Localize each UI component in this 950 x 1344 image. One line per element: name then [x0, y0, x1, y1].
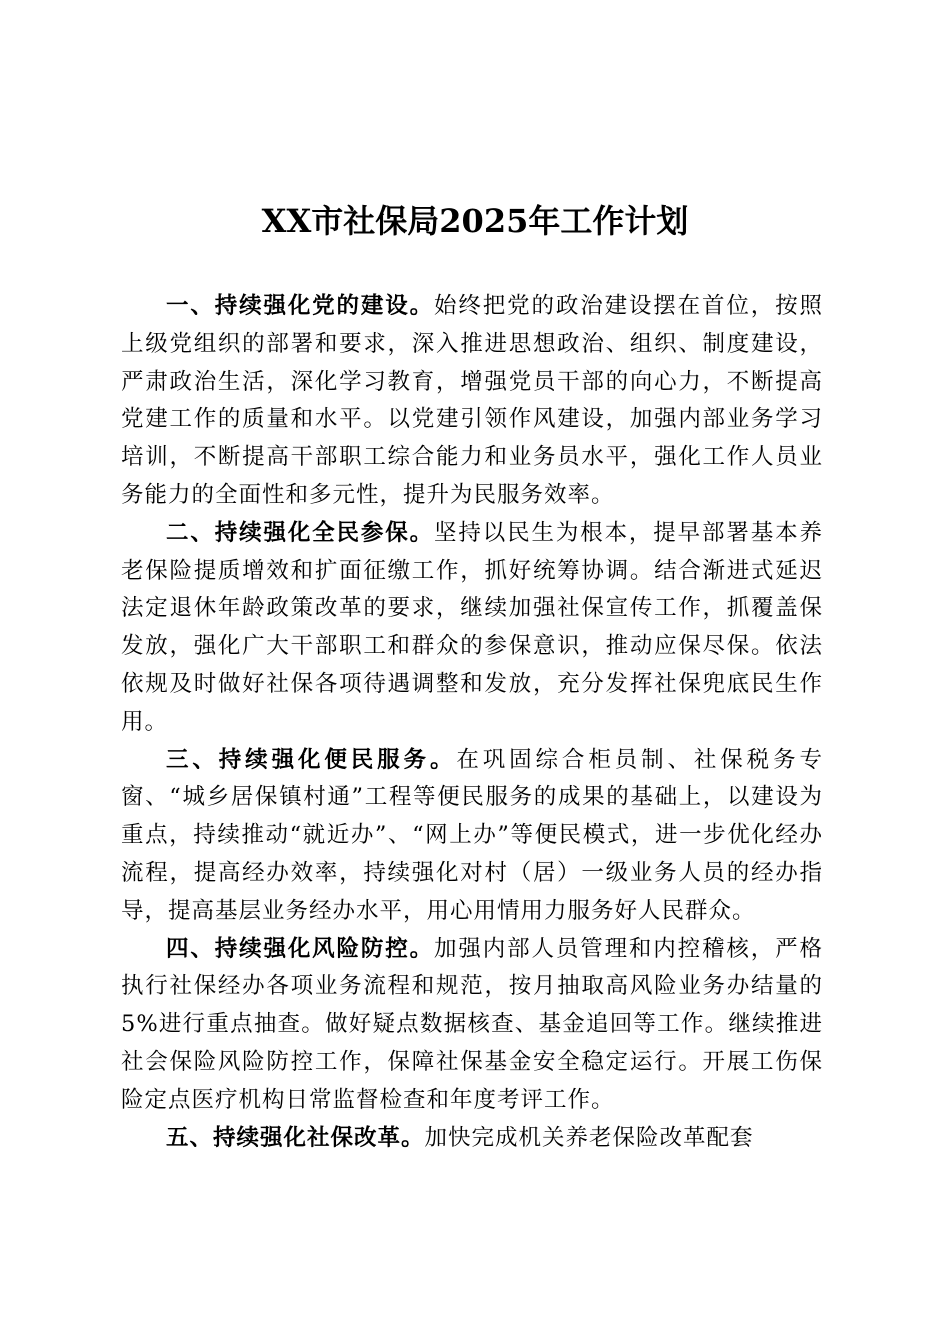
paragraph-text: 始终把党的政治建设摆在首位，按照上级党组织的部署和要求，深入推进思想政治、组织、制度建设，严肃政治生活，深化学习教育，增强党员干部的向心力，不断提高党建工作的质量和水平。以党建引领作风建设，加强内部业务学习培训，不断提高干部职工综合能力和业务员水平，强化工作人员业务能力的全面性和多元性，提升为民服务效率。 [121, 293, 823, 508]
paragraph-heading: 五、持续强化社保改革。 [166, 1124, 425, 1151]
document-body [121, 288, 823, 1157]
paragraph-social-security-reform [121, 1120, 823, 1158]
paragraph-text: 加快完成机关养老保险改革配套 [424, 1124, 754, 1151]
paragraph-heading: 二、持续强化全民参保。 [166, 519, 435, 546]
paragraph-text: 加强内部人员管理和内控稽核，严格执行社保经办各项业务流程和规范，按月抽取高风险业务办结量的5%进行重点抽查。做好疑点数据核查、基金追回等工作。继续推进社会保险风险防控工作，保障社保基金安全稳定运行。开展工伤保险定点医疗机构日常监督检查和年度考评工作。 [121, 935, 823, 1113]
paragraph-heading: 一、持续强化党的建设。 [166, 293, 435, 319]
paragraph-text: 在巩固综合柜员制、社保税务专窗、“城乡居保镇村通”工程等便民服务的成果的基础上，以建设为重点，持续推动“就近办”、“网上办”等便民模式，进一步优化经办流程，提高经办效率，持续强化对村（居）一级业务人员的经办指导，提高基层业务经办水平，用心用情用力服务好人民群众。 [121, 746, 823, 924]
paragraph-risk-control [121, 931, 823, 1120]
paragraph-text: 坚持以民生为根本，提早部署基本养老保险提质增效和扩面征缴工作，抓好统筹协调。结合渐进式延迟法定退休年龄政策改革的要求，继续加强社保宣传工作，抓覆盖保发放，强化广大干部职工和群众的参保意识，推动应保尽保。依法依规及时做好社保各项待遇调整和发放，充分发挥社保兜底民生作用。 [121, 519, 823, 735]
paragraph-universal-insurance [121, 515, 823, 742]
paragraph-party-building [121, 288, 823, 515]
paragraph-convenience-services [121, 742, 823, 931]
paragraph-heading: 四、持续强化风险防控。 [166, 935, 435, 962]
paragraph-heading: 三、持续强化便民服务。 [166, 746, 457, 773]
document-title: XX市社保局2025年工作计划 [261, 202, 689, 240]
